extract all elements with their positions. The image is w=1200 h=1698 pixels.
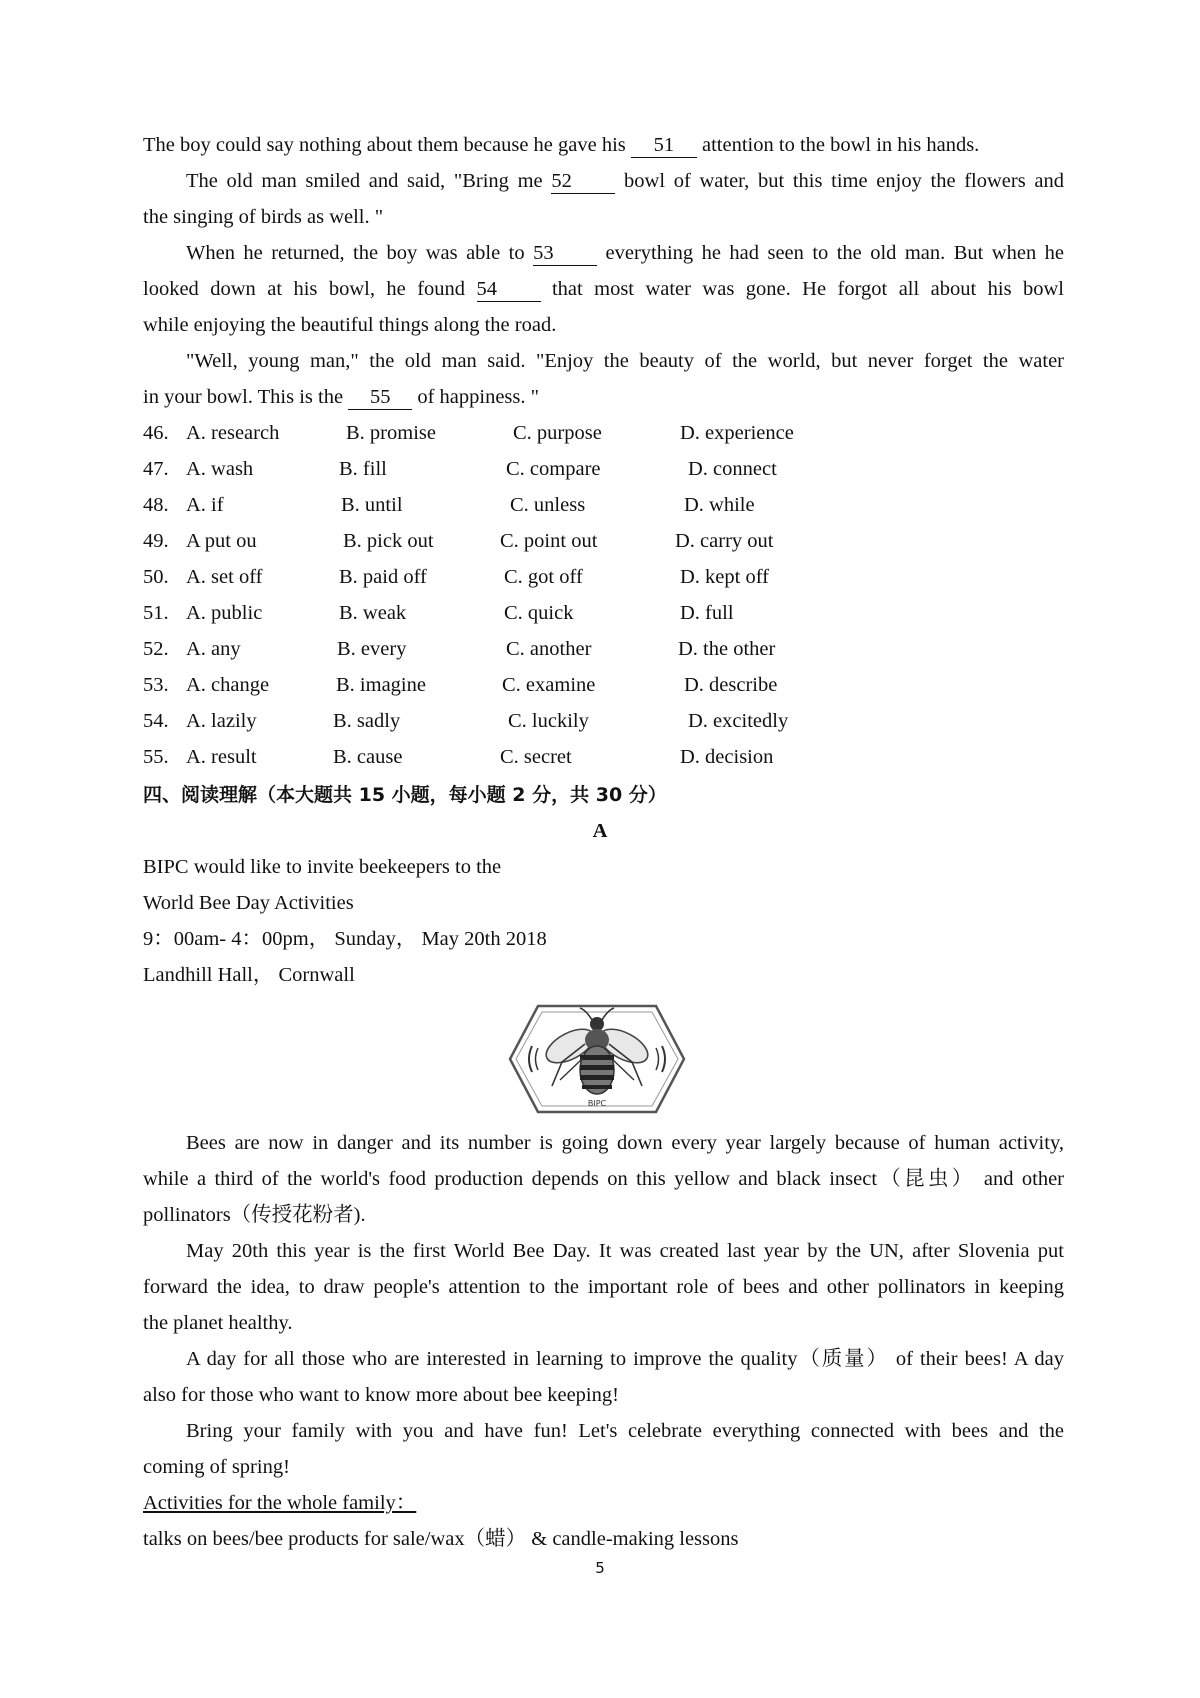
option-a: A. lazily <box>186 710 257 732</box>
reading-p1-line-1: Bees are now in danger and its number is going down every year largely because of human activity, <box>186 1132 1064 1154</box>
text-segment: attention to the bowl in his hands. <box>696 134 980 156</box>
passage-line-7: "Well, young man," the old man said. "Enjoy the beauty of the world, but never forget the water <box>186 350 1064 372</box>
question-number: 49. <box>143 530 169 552</box>
section-heading: 四、阅读理解（本大题共 15 小题，每小题 2 分，共 30 分） <box>143 784 667 806</box>
blank-51: 51 <box>631 133 697 158</box>
question-number: 55. <box>143 746 169 768</box>
passage-line-1 <box>143 127 1064 163</box>
option-a: A. any <box>186 638 241 660</box>
option-b: B. every <box>337 638 407 660</box>
option-d: D. experience <box>680 422 794 444</box>
option-d: D. describe <box>684 674 778 696</box>
option-a: A. set off <box>186 566 263 588</box>
passage-line-8 <box>143 379 1064 415</box>
text-segment: of happiness. " <box>412 386 539 408</box>
option-c: C. secret <box>500 746 572 768</box>
option-b: B. pick out <box>343 530 434 552</box>
option-b: B. fill <box>339 458 387 480</box>
option-a: A. wash <box>186 458 254 480</box>
option-c: C. got off <box>504 566 583 588</box>
option-d: D. full <box>680 602 734 624</box>
blank-52: 52 <box>551 169 615 194</box>
option-a: A. change <box>186 674 270 696</box>
text-segment: When he returned, the boy was able to <box>186 242 534 264</box>
notice-line-1: BIPC would like to invite beekeepers to the <box>143 856 502 878</box>
question-49 <box>0 523 1200 559</box>
question-number: 50. <box>143 566 169 588</box>
part-label: A <box>592 820 608 842</box>
option-c: C. purpose <box>513 422 602 444</box>
activities-line: talks on bees/bee products for sale/wax（蜡） & candle-making lessons <box>143 1528 739 1550</box>
passage-line-3: the singing of birds as well. " <box>143 206 384 228</box>
question-54 <box>0 703 1200 739</box>
question-53 <box>0 667 1200 703</box>
option-d: D. carry out <box>675 530 774 552</box>
option-b: B. promise <box>346 422 436 444</box>
question-number: 52. <box>143 638 169 660</box>
text-segment: that most water was gone. He forgot all about his bowl <box>540 278 1064 300</box>
option-a: A. if <box>186 494 224 516</box>
option-a: A. research <box>186 422 280 444</box>
question-number: 46. <box>143 422 169 444</box>
blank-54: 54 <box>477 277 541 302</box>
option-c: C. point out <box>500 530 598 552</box>
blank-55: 55 <box>348 385 412 410</box>
option-d: D. the other <box>678 638 776 660</box>
option-d: D. excitedly <box>688 710 789 732</box>
question-55 <box>0 739 1200 775</box>
passage-line-6: while enjoying the beautiful things along the road. <box>143 314 557 336</box>
bipc-bee-logo-icon <box>508 1000 686 1118</box>
reading-p2-line-2: forward the idea, to draw people's attention to the important role of bees and other pollinators in keeping <box>143 1276 1064 1298</box>
option-b: B. sadly <box>333 710 401 732</box>
option-c: C. compare <box>506 458 601 480</box>
option-c: C. another <box>506 638 592 660</box>
question-number: 54. <box>143 710 169 732</box>
question-number: 48. <box>143 494 169 516</box>
passage-line-4 <box>186 235 1064 271</box>
reading-p1-line-3: pollinators（传授花粉者). <box>143 1204 366 1226</box>
option-b: B. weak <box>339 602 407 624</box>
question-number: 51. <box>143 602 169 624</box>
question-47 <box>0 451 1200 487</box>
notice-line-2: World Bee Day Activities <box>143 892 354 914</box>
text-segment: bowl of water, but this time enjoy the flowers and <box>615 170 1064 192</box>
question-51 <box>0 595 1200 631</box>
question-46 <box>0 415 1200 451</box>
notice-line-3: 9：00am- 4：00pm， Sunday， May 20th 2018 <box>143 928 547 950</box>
option-c: C. unless <box>510 494 586 516</box>
passage-line-5 <box>143 271 1064 307</box>
text-segment: The boy could say nothing about them because he gave his <box>143 134 631 156</box>
notice-line-4: Landhill Hall， Cornwall <box>143 964 355 986</box>
page-number: 5 <box>595 1559 605 1577</box>
question-52 <box>0 631 1200 667</box>
option-c: C. examine <box>502 674 596 696</box>
reading-p1-line-2: while a third of the world's food production depends on this yellow and black insect（昆虫） and other <box>143 1168 1064 1190</box>
option-d: D. while <box>684 494 755 516</box>
activities-heading-text: Activities for the whole family： <box>143 1492 417 1514</box>
option-d: D. decision <box>680 746 774 768</box>
activities-heading <box>143 1485 1064 1521</box>
option-a: A. public <box>186 602 263 624</box>
text-segment: in your bowl. This is the <box>143 386 349 408</box>
reading-p3-line-2: also for those who want to know more about bee keeping! <box>143 1384 619 1406</box>
option-a: A. result <box>186 746 257 768</box>
option-a: A put ou <box>186 530 257 552</box>
text-segment: looked down at his bowl, he found <box>143 278 477 300</box>
option-b: B. until <box>341 494 403 516</box>
question-50 <box>0 559 1200 595</box>
reading-p3-line-1: A day for all those who are interested in learning to improve the quality（质量） of their bees! A day <box>186 1348 1064 1370</box>
passage-line-2 <box>186 163 1064 199</box>
question-number: 47. <box>143 458 169 480</box>
option-c: C. quick <box>504 602 574 624</box>
option-b: B. cause <box>333 746 403 768</box>
option-d: D. connect <box>688 458 777 480</box>
option-b: B. imagine <box>336 674 426 696</box>
text-segment: The old man smiled and said, "Bring me <box>186 170 552 192</box>
reading-p4-line-1: Bring your family with you and have fun! Let's celebrate everything connected with bees and the <box>186 1420 1064 1442</box>
logo-text: BIPC <box>587 1099 607 1108</box>
question-48 <box>0 487 1200 523</box>
option-c: C. luckily <box>508 710 589 732</box>
option-d: D. kept off <box>680 566 770 588</box>
reading-p2-line-1: May 20th this year is the first World Bee Day. It was created last year by the UN, after Slovenia put <box>186 1240 1064 1262</box>
reading-p2-line-3: the planet healthy. <box>143 1312 293 1334</box>
text-segment: everything he had seen to the old man. But when he <box>597 242 1064 264</box>
blank-53: 53 <box>533 241 597 266</box>
question-number: 53. <box>143 674 169 696</box>
option-b: B. paid off <box>339 566 427 588</box>
reading-p4-line-2: coming of spring! <box>143 1456 290 1478</box>
